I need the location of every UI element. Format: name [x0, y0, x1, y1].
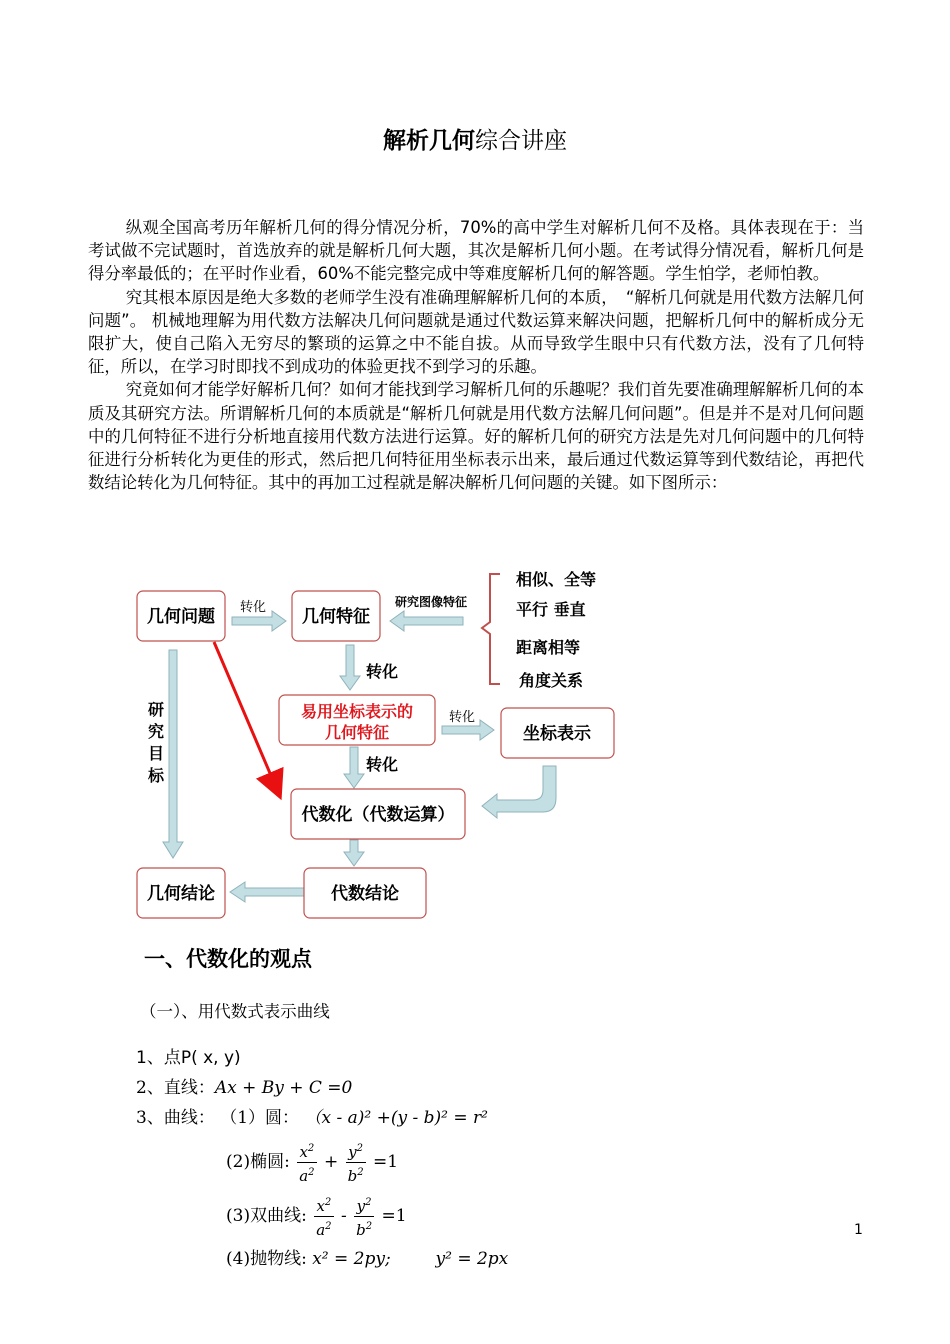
list-item: [136, 1046, 241, 1070]
arrow-down: [163, 650, 183, 858]
list-item: [136, 1106, 488, 1130]
label-target-char: 究: [147, 722, 165, 741]
parabola-formula: [226, 1247, 508, 1271]
parabola-formula-1: x² = 2py;: [312, 1249, 391, 1269]
parabola-formula-2: y² = 2px: [435, 1249, 509, 1269]
circle-formula: （x - a)² +(y - b)² = r²: [304, 1108, 488, 1128]
method-flow-diagram: [0, 560, 950, 930]
label-transform: 转化: [448, 710, 476, 725]
intro-text: [88, 216, 864, 494]
arrow-down: [344, 840, 364, 866]
feature-brace: [482, 574, 500, 684]
item-prefix: 3、曲线：: [136, 1108, 215, 1128]
node-coord-repr-label: 坐标表示: [523, 724, 591, 744]
node-algebraize-label: 代数化（代数运算）: [301, 805, 455, 825]
hyperbola-label: (3)双曲线:: [226, 1206, 307, 1226]
paragraph: 究竟如何才能学好解析几何？如何才能找到学习解析几何的乐趣呢？我们首先要准确理解解析几何的本质及其研究方法。所谓解析几何的本质就是“解析几何就是用代数方法解几何问题”。但是并不是对几何问题中的几何特征不进行分析地直接用代数方法进行运算。好的解析几何的研究方法是先对几何问题中的几何特征进行分析转化为更佳的形式，然后把几何特征用坐标表示出来，最后通过代数运算等到代数结论，再把代数结论转化为几何特征。其中的再加工过程就是解决解析几何问题的关键。如下图所示：: [88, 380, 864, 493]
label-target-char: 标: [147, 766, 165, 785]
node-coord-feature-line2: 几何特征: [324, 723, 390, 742]
paragraph: 纵观全国高考历年解析几何的得分情况分析，70%的高中学生对解析几何不及格。具体表现在于：当考试做不完试题时，首选放弃的就是解析几何大题，其次是解析几何小题。在考试得分情况看，解析几何是得分率最低的；在平时作业看，60%不能完整完成中等难度解析几何的解答题。学生怕学，老师怕教。: [88, 218, 864, 284]
node-geo-conclusion-label: 几何结论: [147, 884, 215, 904]
section-heading: 一、代数化的观点: [144, 947, 312, 971]
page-number: 1: [854, 1222, 863, 1238]
label-transform: 转化: [239, 600, 267, 615]
arrow-left: [230, 882, 304, 902]
paragraph: 究其根本原因是绝大多数的老师学生没有准确理解解析几何的本质， “解析几何就是用代数方法解几何问题”。 机械地理解为用代数方法解决几何问题就是通过代数运算来解决问题，把解析几何中的解析成分无限扩大，使自己陷入无穷尽的繁琐的运算之中不能自拔。从而导致学生眼中只有代数方法，没有了几何特征，所以，在学习时即找不到成功的体验更找不到学习的乐趣。: [88, 287, 864, 377]
node-geo-feature-label: 几何特征: [302, 607, 370, 627]
line-formula: Ax + By + C =0: [214, 1078, 353, 1098]
arrow-down: [340, 645, 360, 690]
label-target-char: 研: [147, 700, 165, 719]
feature-item: 平行 垂直: [516, 600, 586, 619]
title-rest: 综合讲座: [475, 128, 567, 154]
feature-item: 距离相等: [516, 638, 581, 657]
item-prefix: 2、直线：: [136, 1078, 215, 1098]
title-bold: 解析几何: [383, 128, 475, 154]
label-transform: 转化: [365, 662, 399, 681]
node-coord-feature-line1: 易用坐标表示的: [300, 702, 414, 721]
feature-item: 相似、全等: [516, 570, 597, 589]
point-formula: P( x, y): [180, 1048, 241, 1068]
node-geo-problem-label: 几何问题: [147, 607, 215, 627]
subsection-heading: （一）、用代数式表示曲线: [140, 1002, 330, 1021]
arrow-down: [344, 747, 364, 788]
red-arrow: [214, 642, 278, 792]
ellipse-label: (2)椭圆:: [226, 1152, 290, 1172]
list-item: [136, 1076, 352, 1100]
label-transform: 转化: [365, 755, 399, 774]
parabola-label: (4)抛物线:: [226, 1249, 307, 1269]
label-study-image: 研究图像特征: [394, 595, 468, 609]
ellipse-formula: (2)椭圆: $\frac{x^2}{a^2}$ + $\frac{y^2}{b^2}$ =1: [226, 1139, 398, 1186]
node-alg-conclusion-label: 代数结论: [331, 884, 399, 904]
item-prefix: 1、点: [136, 1048, 181, 1068]
page-title: [0, 126, 950, 156]
arrow-left: [390, 611, 463, 631]
arrow-curved: [482, 766, 556, 818]
circle-label: （1）圆：: [220, 1108, 300, 1128]
hyperbola-formula: (3)双曲线: $\frac{x^2}{a^2}$ - $\frac{y^2}{b^2}$ =1: [226, 1193, 407, 1240]
feature-item: 角度关系: [519, 671, 584, 690]
label-target-char: 目: [147, 744, 165, 763]
